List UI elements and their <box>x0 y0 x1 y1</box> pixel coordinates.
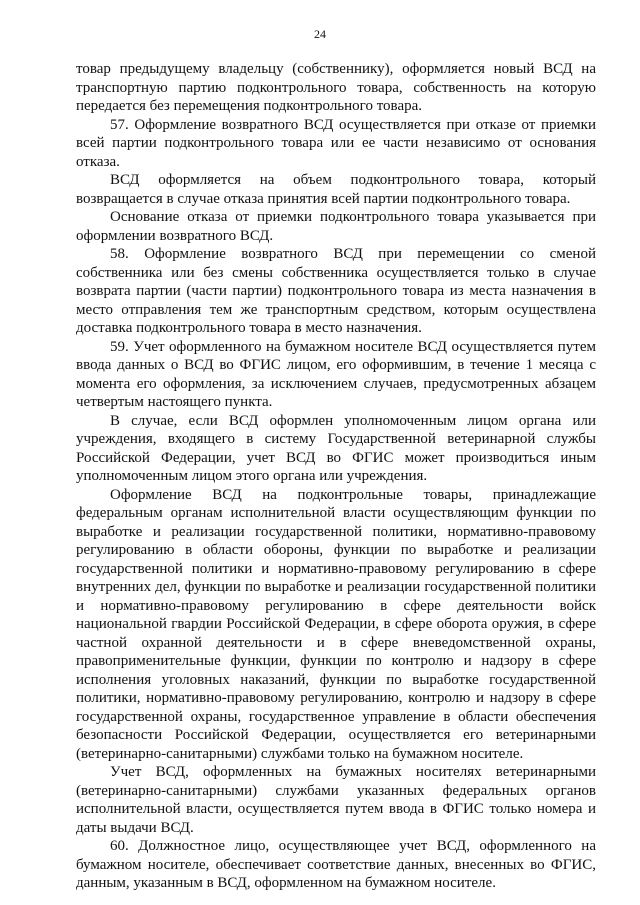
document-body <box>76 60 596 893</box>
paragraph-continuation: товар предыдущему владельцу (собственнику), оформляется новый ВСД на транспортную партию подконтрольного товара, собственность на которую передается без перемещения подконтрольного товара. <box>76 61 596 114</box>
paragraph-item-60: 60. Должностное лицо, осуществляющее учет ВСД, оформленного на бумажном носителе, обеспечивает соответствие данных, внесенных во ФГИС, данным, указанным в ВСД, оформленном на бумажном носителе. <box>76 838 596 891</box>
paragraph-paper-accounting: Учет ВСД, оформленных на бумажных носителях ветеринарными (ветеринарно-санитарными) службами указанных федеральных органов исполнительной власти, осуществляется путем ввода в ФГИС только номера и даты выдачи ВСД. <box>76 764 596 836</box>
paragraph-federal-bodies: Оформление ВСД на подконтрольные товары, принадлежащие федеральным органам исполнительной власти осуществляющим функции по выработке и реализации государственной политики, нормативно-правовому регулированию в области обороны, функции по выработке и реализации государственной политики и нормативно-правовому регулированию в сфере внутренних дел, функции по выработке и реализации государственной политики и нормативно-правовому регулированию в сфере деятельности войск национальной гвардии Российской Федерации, в сфере оборота оружия, в сфере частной охранной деятельности и в сфере вневедомственной охраны, правоприменительные функции, функции по контролю и надзору в сфере исполнения уголовных наказаний, функции по выработке государственной политики, нормативно-правовому регулированию, контролю и надзору в сфере государственной охраны, государственное управление в области обеспечения безопасности Российской Федерации, осуществляется его ветеринарными (ветеринарно-санитарными) службами только на бумажном носителе. <box>76 486 596 762</box>
paragraph-refusal-basis: Основание отказа от приемки подконтрольного товара указывается при оформлении возвратного ВСД. <box>76 209 596 244</box>
paragraph-vsd-volume: ВСД оформляется на объем подконтрольного товара, который возвращается в случае отказа принятия всей партии подконтрольного товара. <box>76 172 596 207</box>
paragraph-item-57: 57. Оформление возвратного ВСД осуществляется при отказе от приемки всей партии подконтрольного товара или ее части независимо от основания отказа. <box>76 116 596 170</box>
paragraph-authorized-person: В случае, если ВСД оформлен уполномоченным лицом органа или учреждения, входящего в систему Государственной ветеринарной службы Российской Федерации, учет ВСД во ФГИС может производиться иным уполномоченным лицом этого органа или учреждения. <box>76 412 596 484</box>
paragraph-item-59: 59. Учет оформленного на бумажном носителе ВСД осуществляется путем ввода данных о ВСД во ФГИС лицом, его оформившим, в течение 1 месяца с момента его оформления, за исключением случаев, предусмотренных абзацем четвертым настоящего пункта. <box>76 338 596 410</box>
paragraph-item-58: 58. Оформление возвратного ВСД при перемещении со сменой собственника или без смены собственника осуществляется только в случае возврата партии (части партии) подконтрольного товара из места назначения в место отправления тем же транспортным средством, которым осуществлена доставка подконтрольного товара в место назначения. <box>76 246 596 336</box>
page-number: 24 <box>314 27 326 41</box>
